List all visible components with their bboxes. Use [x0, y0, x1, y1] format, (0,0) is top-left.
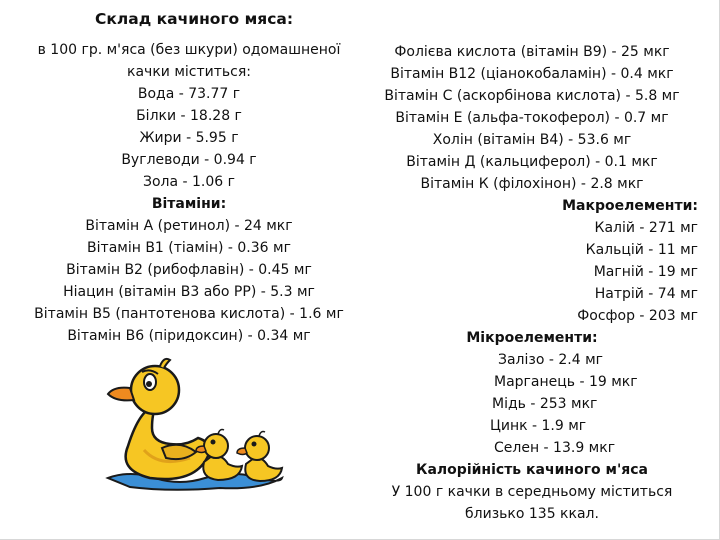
text-line: Вітамін С (аскорбінова кислота) - 5.8 мг [384, 88, 680, 104]
text-line: Жири - 5.95 г [139, 130, 239, 146]
text-line: Вітамін Е (альфа-токоферол) - 0.7 мг [395, 110, 669, 126]
section-heading-calories: Калорійність качиного м'яса [416, 462, 648, 478]
duckling-body [245, 458, 282, 481]
text-line: Холін (вітамін В4) - 53.6 мг [432, 132, 632, 148]
text-line: У 100 г качки в середньому міститься [391, 484, 673, 500]
text-line: Ніацин (вітамін В3 або PP) - 5.3 мг [63, 284, 315, 300]
text-line: Фосфор - 203 мг [577, 308, 698, 324]
mother-duck-body [126, 406, 209, 479]
text-line: Мідь - 253 мкг [492, 396, 598, 412]
text-line: Цинк - 1.9 мг [490, 418, 587, 434]
text-line: Вітамін В6 (піридоксин) - 0.34 мг [67, 328, 311, 344]
duckling-body [203, 456, 242, 480]
text-line: Білки - 18.28 г [136, 108, 242, 124]
text-line: качки міститься: [127, 64, 251, 80]
text-line: Магній - 19 мг [593, 264, 698, 280]
text-line: Калій - 271 мг [594, 220, 698, 236]
text-line: Вітамін В5 (пантотенова кислота) - 1.6 мг [34, 306, 344, 322]
text-line: Вітамін В1 (тіамін) - 0.36 мг [87, 240, 291, 256]
text-line: Селен - 13.9 мкг [494, 440, 616, 456]
right-column [366, 41, 698, 525]
text-line: Вода - 73.77 г [137, 86, 241, 102]
text-line: Вуглеводи - 0.94 г [121, 152, 257, 168]
duck-family-icon [100, 350, 290, 500]
slide-title: Склад качиного мяса: [95, 10, 294, 28]
text-line: Фолієва кислота (вітамін В9) - 25 мкг [394, 44, 670, 60]
text-line: Вітамін В2 (рибофлавін) - 0.45 мг [66, 262, 312, 278]
text-line: близько 135 ккал. [465, 506, 599, 522]
text-line: Натрій - 74 мг [594, 286, 698, 302]
mother-duck-beak [108, 388, 134, 401]
text-line: в 100 гр. м'яса (без шкури) одомашненої [37, 42, 341, 58]
section-heading-vitamins: Вітаміни: [151, 196, 227, 212]
text-line: Кальцій - 11 мг [585, 242, 698, 258]
left-column [0, 39, 378, 347]
text-line: Вітамін А (ретинол) - 24 мкг [85, 218, 293, 234]
text-line: Вітамін К (філохінон) - 2.8 мкг [420, 176, 644, 192]
section-heading-macroelements: Макроелементи: [562, 198, 698, 214]
text-line: Вітамін В12 (ціанокобаламін) - 0.4 мкг [390, 66, 674, 82]
section-heading-microelements: Мікроелементи: [466, 330, 598, 346]
text-line: Марганець - 19 мкг [494, 374, 638, 390]
text-line: Вітамін Д (кальциферол) - 0.1 мкг [406, 154, 658, 170]
text-line: Залізо - 2.4 мг [498, 352, 603, 368]
text-line: Зола - 1.06 г [143, 174, 235, 190]
